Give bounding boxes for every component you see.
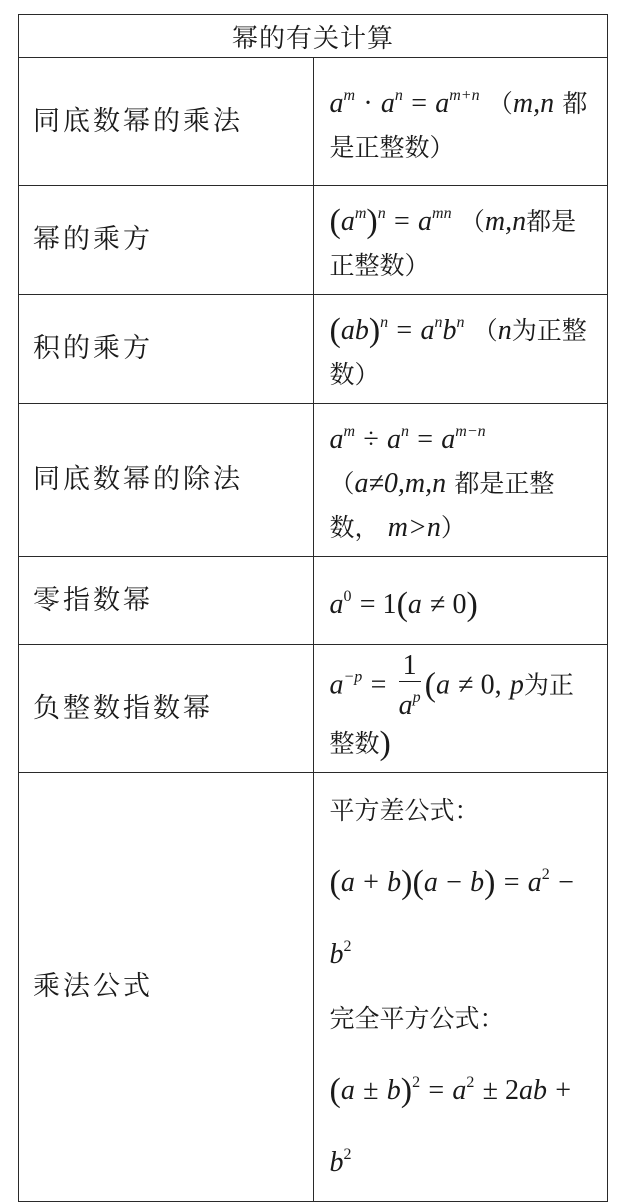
table-row — [19, 186, 608, 295]
table-title: 幂的有关计算 — [19, 15, 608, 58]
power-rules-table — [18, 14, 608, 1202]
table-row — [19, 404, 608, 557]
formula-cell: 平方差公式： $(a + b)(a - b) = a^2 - b^2$ 完全平方公式： $(a \pm b)^2 = a^2 \pm 2ab + b^2$ — [313, 773, 608, 1202]
table-row — [19, 295, 608, 404]
formula-cell: $a^0 = 1(a \ne 0)$ — [313, 557, 608, 645]
sub-heading: 平方差公式： — [329, 796, 480, 825]
table-row — [19, 557, 608, 645]
formula-cell: $(a^m)^n = a^{mn}$ （m,n都是正整数） — [313, 186, 608, 295]
table-row — [19, 645, 608, 773]
sub-heading: 完全平方公式： — [329, 1004, 505, 1033]
row-name: 乘法公式 — [19, 773, 314, 1202]
formula-cell: $a^{-p}$ = $\frac{1}{a^p}$ (a ≠ 0, p为正整数) — [313, 645, 608, 773]
row-name: 同底数幂的乘法 — [19, 58, 314, 186]
formula-cell: $(ab)^n = a^nb^n$ （n为正整数） — [313, 295, 608, 404]
formula-cell: $a^m \cdot a^n = a^{m+n}$ （m,n 都是正整数） — [313, 58, 608, 186]
fraction: $\frac{1}{a^p}$ — [398, 650, 421, 721]
row-name: 幂的乘方 — [19, 186, 314, 295]
row-name: 负整数指数幂 — [19, 645, 314, 773]
table-row — [19, 58, 608, 186]
row-name: 积的乘方 — [19, 295, 314, 404]
row-name: 同底数幂的除法 — [19, 404, 314, 557]
table-row — [19, 773, 608, 1202]
row-name: 零指数幂 — [19, 557, 314, 645]
formula-cell: $a^m \div a^n = a^{m-n}$ （a≠0,m,n 都是正整数， m>n） — [313, 404, 608, 557]
